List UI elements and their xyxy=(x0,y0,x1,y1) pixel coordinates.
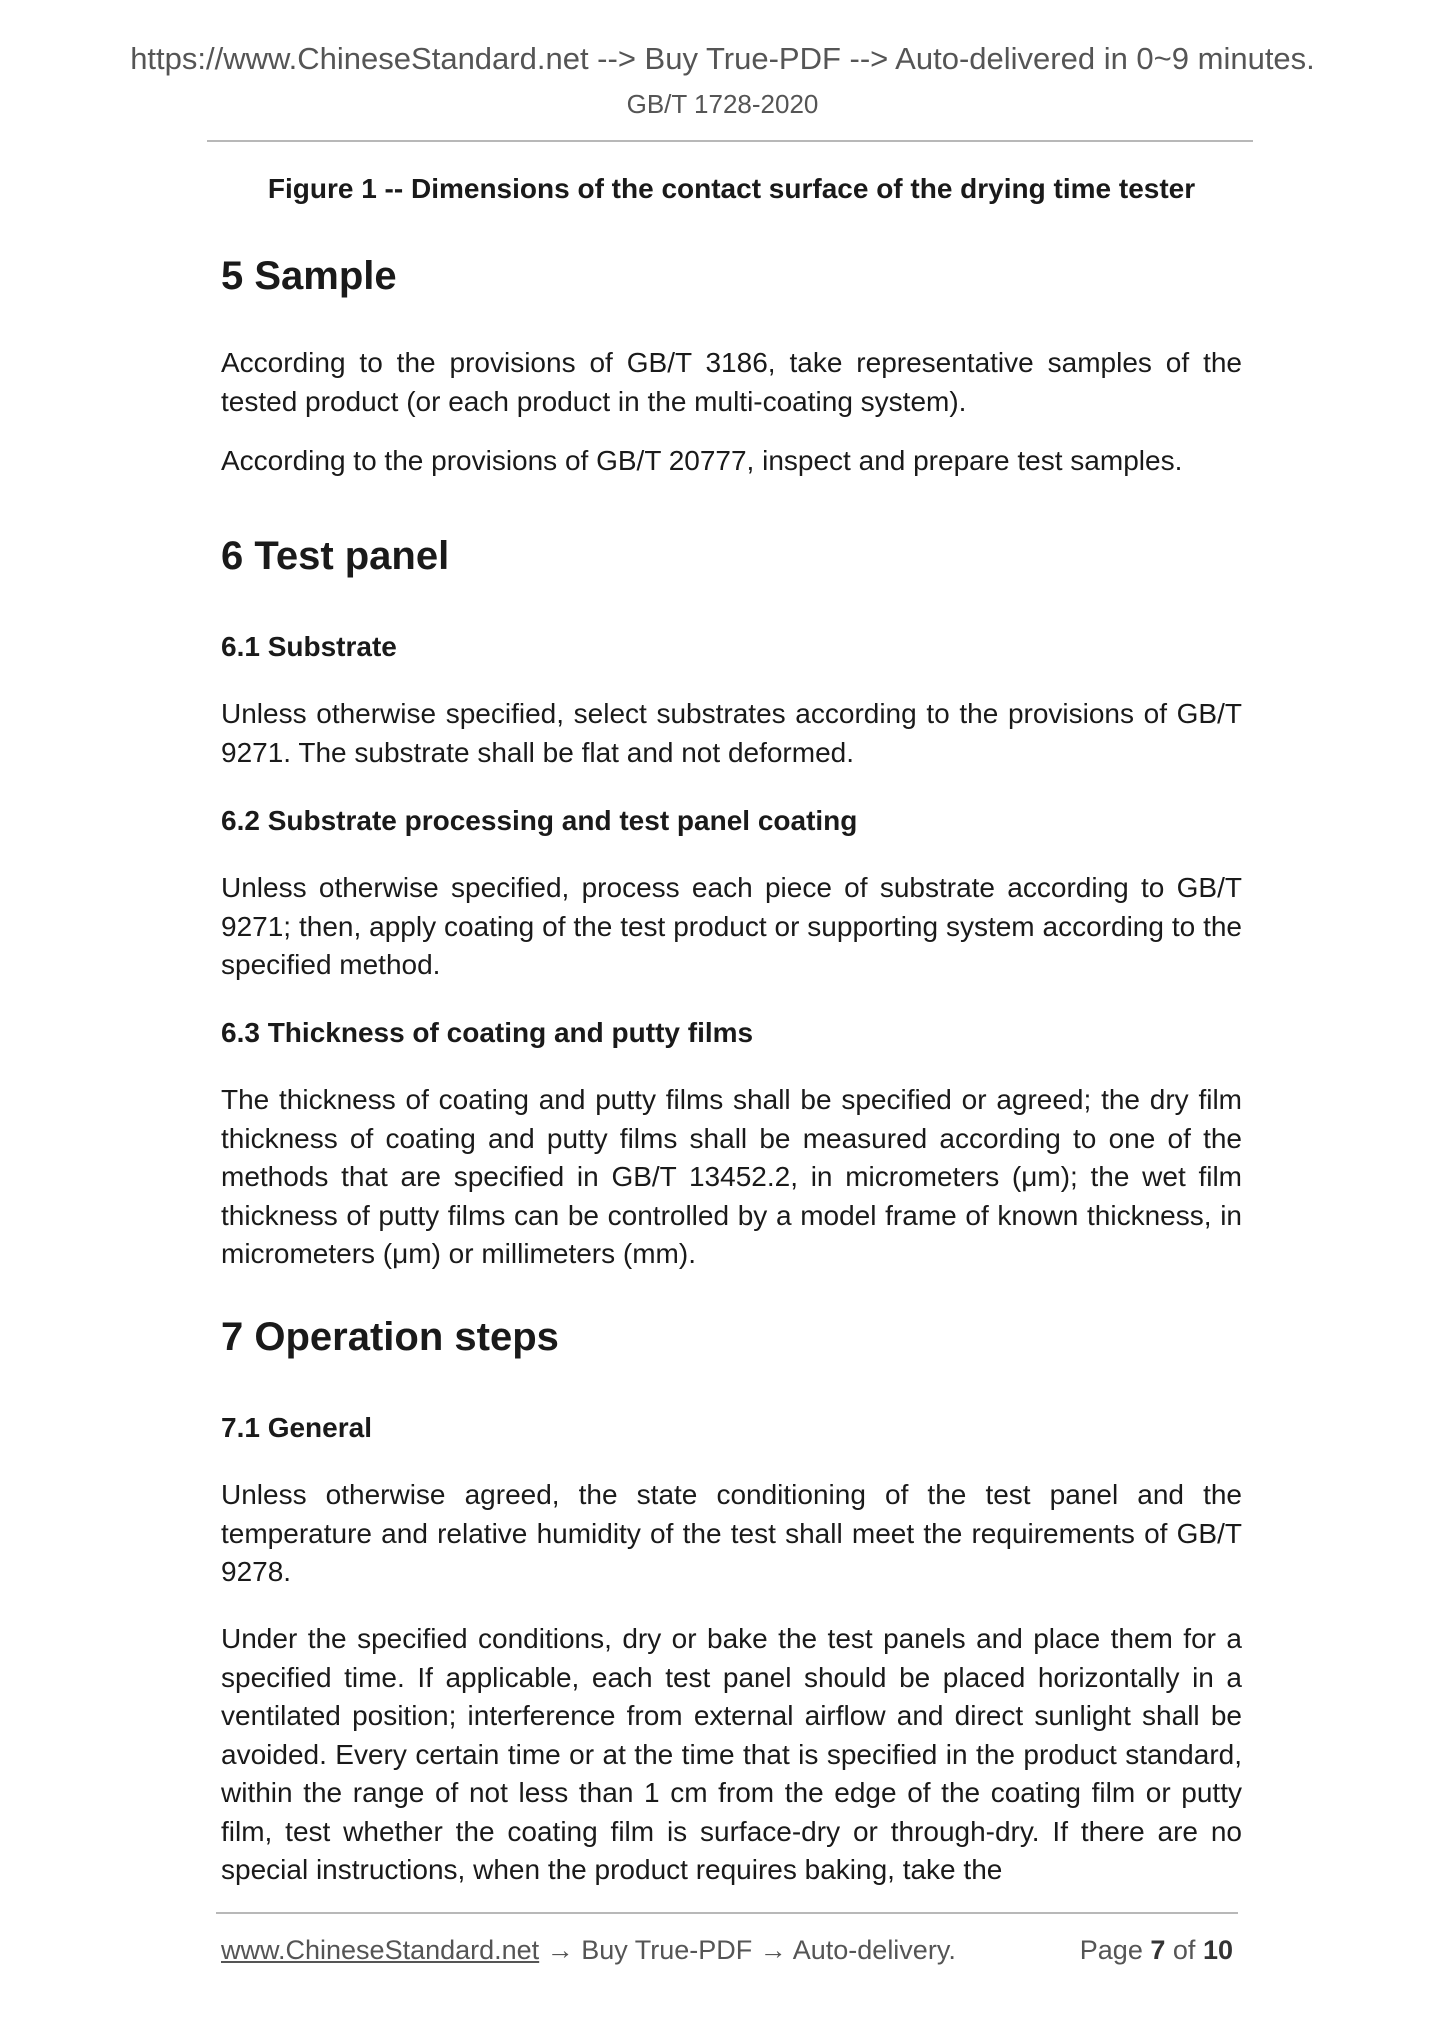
section-6-heading: 6 Test panel xyxy=(221,534,450,578)
top-banner: https://www.ChineseStandard.net --> Buy True-PDF --> Auto-delivered in 0~9 minutes. xyxy=(130,41,1315,76)
of-label: of xyxy=(1172,1935,1196,1965)
section-6-3-paragraph: The thickness of coating and putty films shall be specified or agreed; the dry film thickness of coating and putty films shall be measured according to one of the methods that are specified in GB/T 13452.2, in micrometers (μm); the wet film thickness of putty films can be controlled by a model frame of known thickness, in micrometers (μm) or millimeters (mm). xyxy=(221,1084,1242,1269)
standard-code: GB/T 1728-2020 xyxy=(626,89,819,119)
page-total: 10 xyxy=(1202,1935,1233,1965)
section-7-1-paragraph-1: Unless otherwise agreed, the state conditioning of the test panel and the temperature and relative humidity of the test shall meet the requirements of GB/T 9278. xyxy=(221,1479,1242,1587)
page-indicator xyxy=(1080,1932,1233,1968)
section-6-2-paragraph: Unless otherwise specified, process each piece of substrate according to GB/T 9271; then, apply coating of the test product or supporting system according to the specified method. xyxy=(221,872,1242,980)
section-7-1-heading: 7.1 General xyxy=(221,1412,372,1443)
footer-divider xyxy=(216,1912,1238,1914)
section-5-paragraph-1: According to the provisions of GB/T 3186, take representative samples of the tested product (or each product in the multi-coating system). xyxy=(221,347,1242,417)
footer-tagline: → Buy True-PDF → Auto-delivery. xyxy=(539,1935,956,1965)
section-6-3-heading: 6.3 Thickness of coating and putty films xyxy=(221,1017,754,1048)
page-number: 7 xyxy=(1150,1935,1166,1965)
page-label: Page xyxy=(1079,1935,1143,1965)
section-5-paragraph-2: According to the provisions of GB/T 20777, inspect and prepare test samples. xyxy=(221,445,1183,476)
section-6-1-heading: 6.1 Substrate xyxy=(221,631,397,662)
section-5-heading: 5 Sample xyxy=(221,254,397,298)
section-6-1-paragraph: Unless otherwise specified, select substrates according to the provisions of GB/T 9271. The substrate shall be flat and not deformed. xyxy=(221,698,1242,768)
section-7-1-paragraph-2: Under the specified conditions, dry or bake the test panels and place them for a specified time. If applicable, each test panel should be placed horizontally in a ventilated position; interference from external airflow and direct sunlight shall be avoided. Every certain time or at the time that is specified in the product standard, within the range of not less than 1 cm from the edge of the coating film or putty film, test whether the coating film is surface-dry or through-dry. If there are no special instructions, when the product requires baking, take the xyxy=(221,1623,1242,1885)
section-7-heading: 7 Operation steps xyxy=(221,1315,559,1359)
page-footer xyxy=(221,1932,1233,1968)
footer-site-link[interactable]: www.ChineseStandard.net xyxy=(221,1935,540,1965)
header-divider xyxy=(207,140,1253,142)
section-6-2-heading: 6.2 Substrate processing and test panel coating xyxy=(221,805,858,836)
figure-caption: Figure 1 -- Dimensions of the contact surface of the drying time tester xyxy=(267,173,1196,204)
